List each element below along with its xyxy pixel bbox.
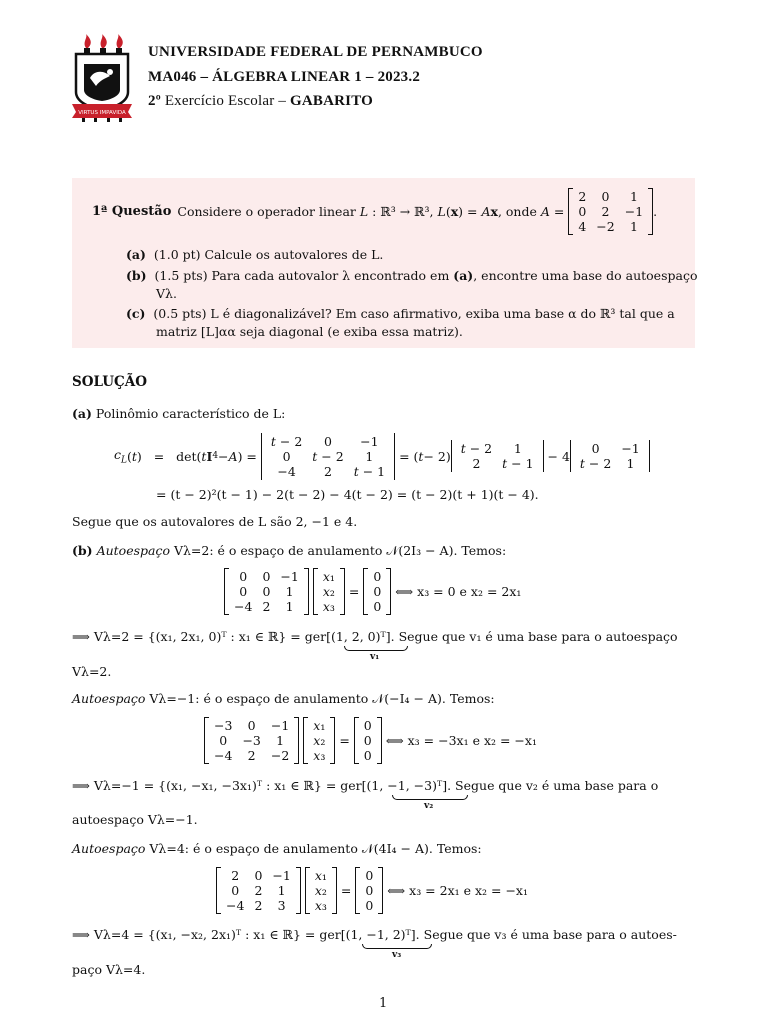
space3-result-tail: paço Vλ=4. (72, 962, 146, 977)
eigenvalues-text: Segue que os autovalores de L são 2, −1 e 4. (72, 514, 358, 529)
charpoly-line2: = (t − 2)²(t − 1) − 2(t − 2) − 4(t − 2) = (t − 2)(t + 1)(t − 4). (156, 487, 539, 502)
page-number: 1 (379, 996, 388, 1011)
space2-brace (392, 795, 468, 800)
university-logo (70, 34, 134, 122)
question-statement: 1ª Questão Considere o operador linear L : ℝ³ → ℝ³, L ( x ) = A x , onde A = 2 0 1 0 2 −1 4 −2 1 . (92, 188, 658, 234)
space2-result-tail: autoespaço Vλ=−1. (72, 812, 198, 827)
matrix-A: 2 0 1 0 2 −1 4 −2 1 (568, 188, 653, 235)
item-c-line2: matriz [L]αα seja diagonal (e exiba essa matriz). (156, 324, 463, 339)
space2-vec-label: v₂ (424, 801, 434, 811)
header-exam: 2º Exercício Escolar – GABARITO (148, 93, 374, 109)
space2-system: −3 0 −1 0 −3 1 −4 2 −2 x₁ x₂ x₃ = 0 0 0 ⟺ x₃ = −3x₁ e x₂ = −x₁ (204, 714, 537, 766)
logo-motto: VIRTUS IMPAVIDA (78, 110, 126, 116)
space2-result: ⟹ Vλ=−1 = {(x₁, −x₁, −3x₁)ᵀ : x₁ ∈ ℝ} = ger[(1, −1, −3)ᵀ]. Segue que v₂ é uma base para o (72, 778, 659, 793)
space1-system: 0 0 −1 0 0 1 −4 2 1 x₁ x₂ x₃ = 0 0 0 ⟺ x₃ = 0 e x₂ = 2x₁ (224, 565, 521, 617)
header-university: UNIVERSIDADE FEDERAL DE PERNAMBUCO (148, 44, 483, 60)
space1-result: ⟹ Vλ=2 = {(x₁, 2x₁, 0)ᵀ : x₁ ∈ ℝ} = ger[(1, 2, 0)ᵀ]. Segue que v₁ é uma base para o autoespaço (72, 629, 678, 644)
space1-result-tail: Vλ=2. (72, 664, 112, 679)
space2-intro: Autoespaço Vλ=−1: é o espaço de anulamento 𝒩(−I₄ − A). Temos: (72, 691, 495, 706)
solution-title: SOLUÇÃO (72, 374, 148, 390)
item-b-line2: Vλ. (156, 286, 177, 301)
space3-system: 2 0 −1 0 2 1 −4 2 3 x₁ x₂ x₃ = 0 0 0 ⟺ x₃ = 2x₁ e x₂ = −x₁ (216, 864, 528, 916)
det-matrix: t − 2 0 −1 0 t − 2 1 −4 2 t − 1 (261, 433, 395, 480)
space1-vec-label: v₁ (370, 652, 380, 662)
minor-2: 0 −1 t − 2 1 (570, 440, 650, 472)
item-b: (b) (1.5 pts) Para cada autovalor λ encontrado em (a), encontre uma base do autoespaço (126, 268, 698, 283)
item-a: (a) (1.0 pt) Calcule os autovalores de L. (126, 247, 384, 262)
part-a-intro: (a) Polinômio característico de L: (72, 406, 286, 421)
space3-vec-label: v₃ (392, 950, 402, 960)
item-c: (c) (0.5 pts) L é diagonalizável? Em caso afirmativo, exiba uma base α do ℝ³ tal que a (126, 306, 675, 321)
header-course: MA046 – ÁLGEBRA LINEAR 1 – 2023.2 (148, 69, 421, 85)
space1-brace (344, 646, 408, 651)
space3-intro: Autoespaço Vλ=4: é o espaço de anulamento 𝒩(4I₄ − A). Temos: (72, 841, 482, 856)
question-label: 1ª Questão (92, 203, 172, 219)
space3-brace (362, 944, 432, 949)
space1-intro: (b) Autoespaço Vλ=2: é o espaço de anulamento 𝒩(2I₃ − A). Temos: (72, 543, 507, 558)
charpoly-line1: $c_L$ ( t ) = det( t I 4 − A ) = t − 2 0 −1 0 t − 2 1 −4 2 t − 1 = ( t − 2) t − 2 1 2 t − 1 − 4 0 −1 t − 2 1 (114, 430, 650, 482)
space3-result: ⟹ Vλ=4 = {(x₁, −x₂, 2x₁)ᵀ : x₁ ∈ ℝ} = ger[(1, −1, 2)ᵀ]. Segue que v₃ é uma base para o autoes- (72, 927, 677, 942)
minor-1: t − 2 1 2 t − 1 (451, 440, 544, 472)
